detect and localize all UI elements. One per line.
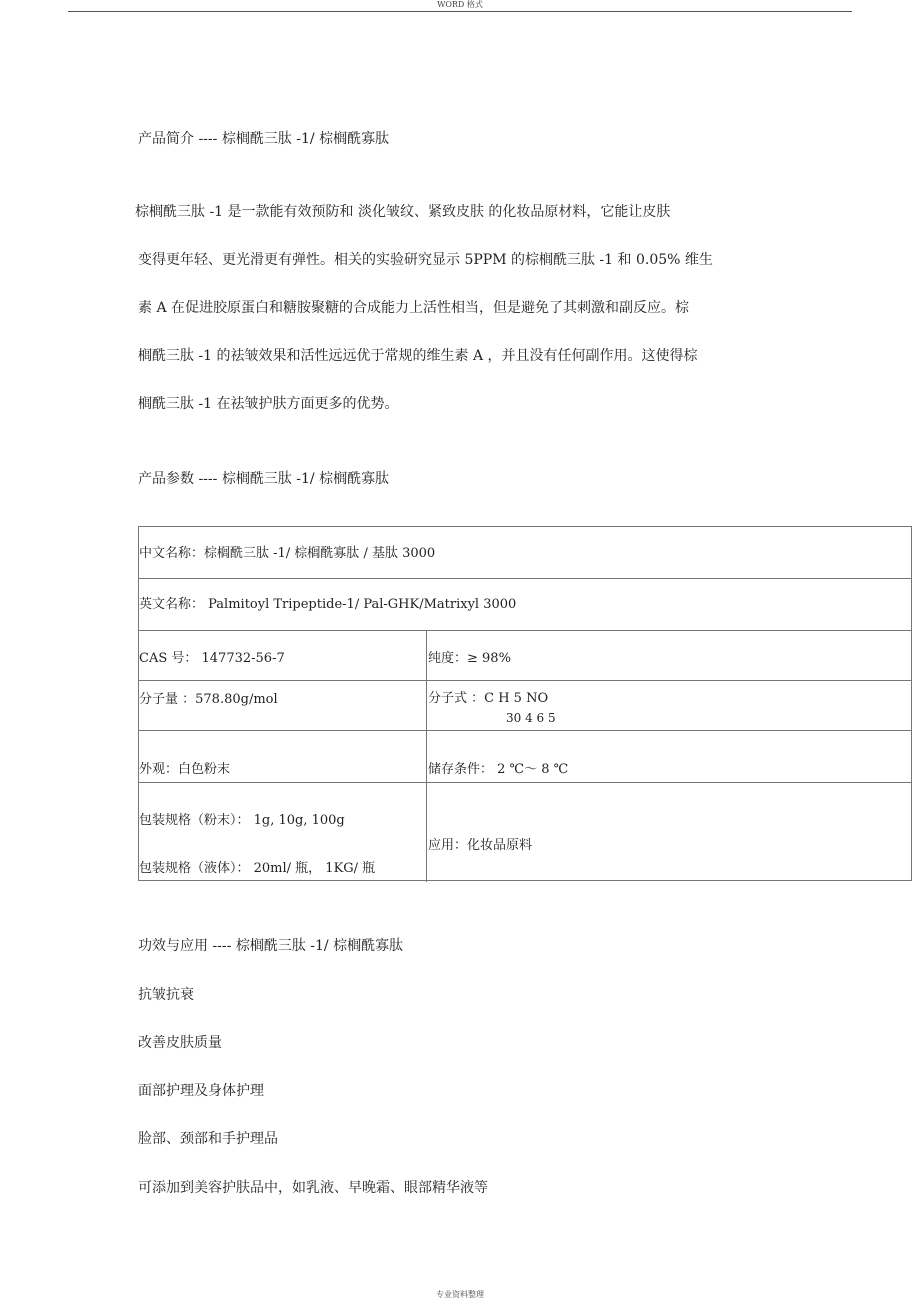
table-cell: [427, 783, 911, 882]
table-cell: [139, 783, 427, 882]
intro-line: 榈酰三肽 -1 的祛皱效果和活性远远优于常规的维生素 A ，并且没有任何副作用。这使得棕: [138, 348, 698, 364]
table-cell: [427, 681, 911, 730]
use-item: 脸部、颈部和手护理品: [138, 1131, 278, 1147]
table-row: [139, 527, 911, 579]
intro-line: 棕榈酰三肽 -1 是一款能有效预防和 淡化皱纹、紧致皮肤 的化妆品原材料，它能让皮肤: [135, 204, 671, 220]
table-cell: [139, 527, 911, 578]
table-row: [139, 731, 911, 783]
table-row: [139, 681, 911, 731]
page-footer: 专业资料整理: [436, 1290, 484, 1299]
storage-conditions: 储存条件： 2 ℃～ 8 ℃: [428, 762, 569, 777]
intro-title: 产品简介 ---- 棕榈酰三肽 -1/ 棕榈酰寡肽: [138, 131, 390, 147]
molecular-weight: 分子量 ：578.80g/mol: [139, 692, 278, 707]
table-cell: [427, 631, 911, 680]
application: 应用：化妆品原料: [428, 838, 533, 853]
header-rule: [68, 11, 852, 12]
params-table: [138, 526, 912, 881]
intro-line: 素 A 在促进胶原蛋白和糖胺聚糖的合成能力上活性相当，但是避免了其刺激和副反应。棕: [138, 300, 690, 316]
chinese-name: 中文名称：棕榈酰三肽 -1/ 棕榈酰寡肽 / 基肽 3000: [139, 546, 436, 561]
table-row: [139, 783, 911, 882]
uses-title: 功效与应用 ---- 棕榈酰三肽 -1/ 棕榈酰寡肽: [138, 938, 404, 954]
intro-line: 榈酰三肽 -1 在祛皱护肤方面更多的优势。: [138, 396, 399, 412]
table-cell: [139, 579, 911, 630]
table-cell: [139, 731, 427, 782]
packaging-liquid: 包装规格（液体）： 20ml/ 瓶， 1KG/ 瓶: [139, 861, 376, 876]
use-item: 抗皱抗衰: [138, 987, 194, 1003]
params-title: 产品参数 ---- 棕榈酰三肽 -1/ 棕榈酰寡肽: [138, 471, 390, 487]
table-cell: [139, 631, 427, 680]
table-cell: [139, 681, 427, 730]
purity: 纯度：≥ 98%: [428, 651, 511, 666]
packaging-powder: 包装规格（粉末）： 1g, 10g, 100g: [139, 813, 345, 828]
appearance: 外观：白色粉末: [139, 762, 231, 777]
table-row: [139, 579, 911, 631]
formula-subscripts: 30 4 6 5: [506, 711, 556, 725]
use-item: 面部护理及身体护理: [138, 1083, 264, 1099]
use-item: 可添加到美容护肤品中，如乳液、早晚霜、眼部精华液等: [138, 1180, 488, 1196]
table-row: [139, 631, 911, 681]
use-item: 改善皮肤质量: [138, 1035, 222, 1051]
table-cell: [427, 731, 911, 782]
english-name: 英文名称： Palmitoyl Tripeptide-1/ Pal-GHK/Matrixyl 3000: [139, 597, 517, 612]
page-header: WORD 格式: [437, 0, 483, 9]
intro-line: 变得更年轻、更光滑更有弹性。相关的实验研究显示 5PPM 的棕榈酰三肽 -1 和 0.05% 维生: [138, 252, 713, 268]
cas-number: CAS 号： 147732-56-7: [139, 651, 285, 666]
molecular-formula: 分子式 ：C H 5 NO: [428, 691, 549, 706]
